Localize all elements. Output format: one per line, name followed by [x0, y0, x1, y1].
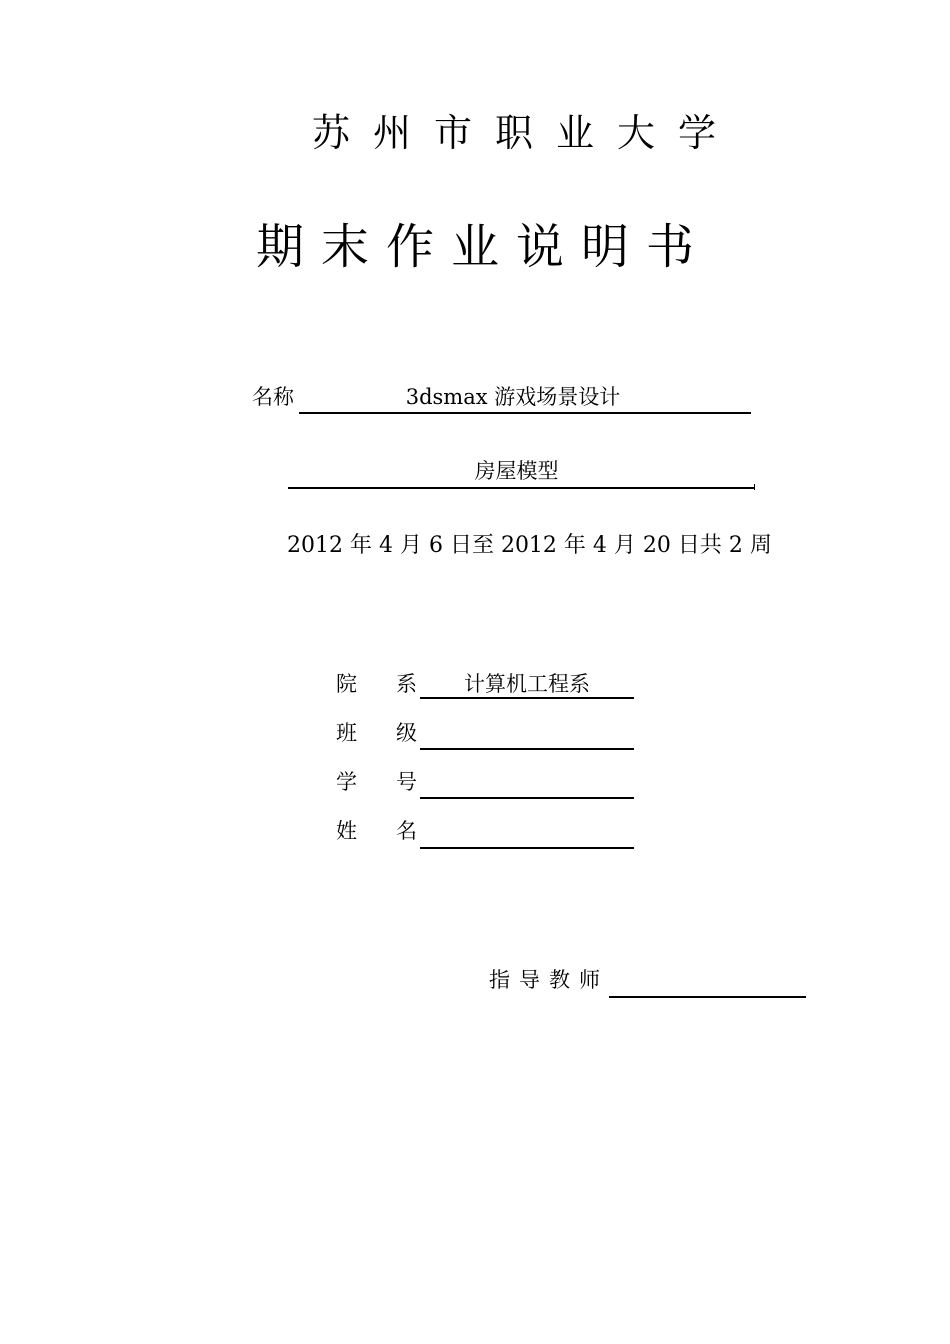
underline-end-mark	[754, 484, 755, 490]
department-field: 计算机工程系	[420, 671, 634, 699]
course-name-label: 名称	[252, 385, 294, 409]
student-id-field	[420, 771, 634, 799]
advisor-label: 指导教师	[489, 968, 609, 992]
advisor-field	[609, 970, 806, 998]
course-name-value: 3dsmax 游戏场景设计	[405, 385, 621, 409]
project-topic-field	[288, 460, 755, 489]
student-name-field	[420, 821, 634, 849]
university-name: 苏州市职业大学	[312, 111, 740, 155]
project-topic-value: 房屋模型	[474, 459, 559, 483]
date-range: 2012 年 4 月 6 日至 2012 年 4 月 20 日共 2 周	[287, 533, 772, 558]
document-title: 期末作业说明书	[256, 219, 712, 275]
class-field	[420, 722, 634, 750]
course-name-field	[299, 386, 751, 414]
